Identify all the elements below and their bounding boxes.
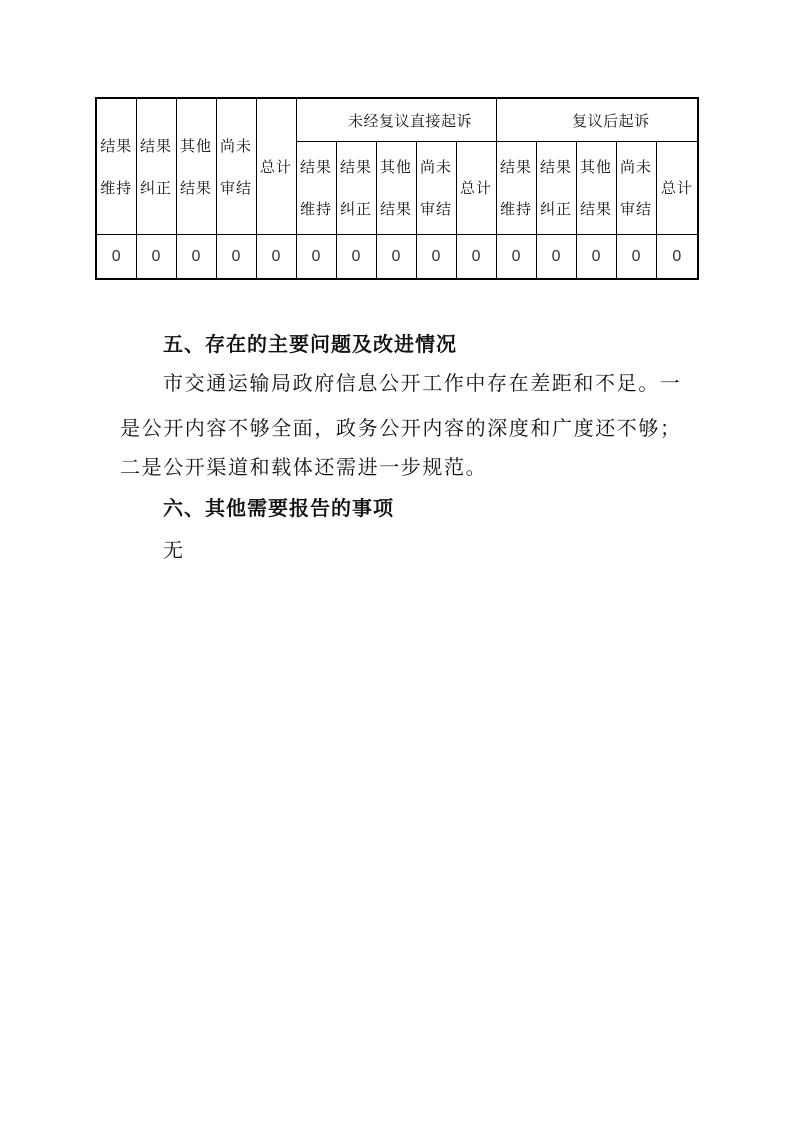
value-cell: 0 <box>216 235 256 280</box>
subheader-label: 结果纠正 <box>540 158 573 218</box>
subheader-label: 尚未审结 <box>419 158 452 218</box>
group-header-direct-lawsuit: 未经复议直接起诉 <box>296 98 496 142</box>
subheader-direct-other-result <box>376 142 416 235</box>
value-cell: 0 <box>496 235 536 280</box>
subheader-review-result-corrected <box>536 142 576 235</box>
section-heading-problems: 五、存在的主要问题及改进情况 <box>163 332 457 356</box>
subheader-label: 结果维持 <box>299 158 332 218</box>
paragraph-line: 二是公开渠道和载体还需进一步规范。 <box>120 455 488 479</box>
paragraph-line: 无 <box>163 538 185 562</box>
subheader-review-result-maintained <box>496 142 536 235</box>
subheader-review-pending <box>616 142 656 235</box>
value-cell: 0 <box>376 235 416 280</box>
lawsuit-statistics-table <box>95 97 699 280</box>
subheader-label: 总计 <box>460 179 493 197</box>
table-header-row <box>96 98 698 142</box>
value-cell: 0 <box>176 235 216 280</box>
value-cell: 0 <box>456 235 496 280</box>
section-heading-other-matters: 六、其他需要报告的事项 <box>163 496 394 520</box>
subheader-label: 其他结果 <box>580 158 613 218</box>
subheader-direct-pending <box>416 142 456 235</box>
header-other-result <box>176 98 216 235</box>
value-cell: 0 <box>136 235 176 280</box>
subheader-review-other-result <box>576 142 616 235</box>
value-cell: 0 <box>256 235 296 280</box>
header-total <box>256 98 296 235</box>
paragraph-line: 是公开内容不够全面，政务公开内容的深度和广度还不够； <box>120 416 682 440</box>
header-label: 结果纠正 <box>139 136 172 197</box>
subheader-label: 结果纠正 <box>339 158 372 218</box>
header-label: 尚未审结 <box>219 136 252 197</box>
header-label: 其他结果 <box>179 136 212 197</box>
value-cell: 0 <box>296 235 336 280</box>
header-result-corrected <box>136 98 176 235</box>
subheader-review-total <box>656 142 698 235</box>
subheader-label: 其他结果 <box>379 158 412 218</box>
value-cell: 0 <box>576 235 616 280</box>
subheader-label: 总计 <box>660 179 693 197</box>
value-cell: 0 <box>336 235 376 280</box>
table-row <box>96 235 698 280</box>
paragraph-line: 市交通运输局政府信息公开工作中存在差距和不足。一 <box>163 371 682 395</box>
subheader-label: 结果维持 <box>500 158 533 218</box>
value-cell: 0 <box>656 235 698 280</box>
subheader-direct-total <box>456 142 496 235</box>
subheader-direct-result-corrected <box>336 142 376 235</box>
group-header-post-review-lawsuit: 复议后起诉 <box>496 98 698 142</box>
header-label: 结果维持 <box>100 136 133 197</box>
value-cell: 0 <box>536 235 576 280</box>
header-pending <box>216 98 256 235</box>
value-cell: 0 <box>416 235 456 280</box>
subheader-label: 尚未审结 <box>620 158 653 218</box>
value-cell: 0 <box>616 235 656 280</box>
header-label: 总计 <box>259 157 292 176</box>
value-cell: 0 <box>96 235 136 280</box>
subheader-direct-result-maintained <box>296 142 336 235</box>
header-result-maintained <box>96 98 136 235</box>
